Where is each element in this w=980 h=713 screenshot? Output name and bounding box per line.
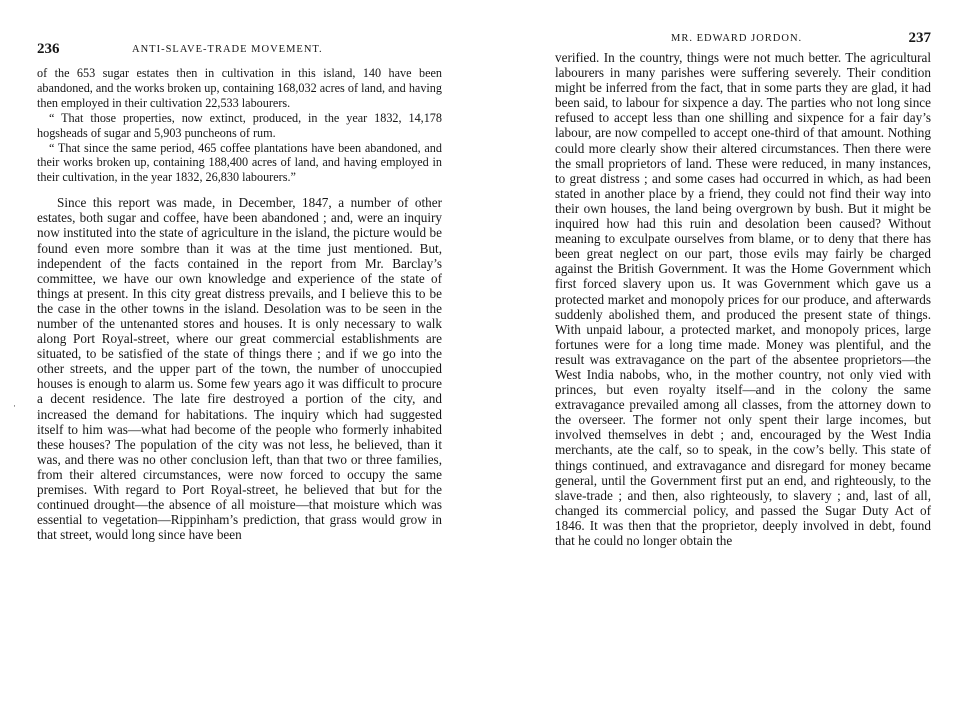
left-body	[37, 66, 442, 542]
quote-paragraph: of the 653 sugar estates then in cultivation in this island, 140 have been abandoned, and the works broken up, containing 168,032 acres of land, and having then employed in their cultivation 22,533 labourers.	[37, 66, 442, 110]
left-running-head	[37, 41, 457, 64]
left-page-number: 236	[37, 41, 60, 57]
right-running-title: MR. EDWARD JORDON.	[671, 33, 803, 44]
body-paragraph: Since this report was made, in December, 1847, a number of other estates, both sugar and coffee, have been abandoned ; and, were an inquiry now instituted into the state of agriculture in the island, the picture would be found even more sombre than it was at the time just mentioned. But, independent of the facts contained in the report from Mr. Barclay’s committee, we have our own knowledge and experience of the state of things at present. In this city great distress prevails, and I believe this to be the case in the other towns in the island. Desolation was to be seen in the number of the untenanted stores and houses. It is only necessary to walk along Port Royal-street, where our great commercial establishments are situated, to be satisfied of the state of things there ; and if we go into the other streets, and the upper part of the town, the number of unoccupied houses is enough to alarm us. Some few years ago it was difficult to procure a decent residence. The late fire destroyed a portion of the city, and increased the demand for habitations. The inquiry which had suggested itself to him was—what had become of the people who formerly inhabited these houses? The population of the city was not less, he believed, than it was, and there was no other conclusion left, than that two or three families, from their altered circumstances, were now forced to occupy the same premises. With regard to Port Royal-street, he believed that but for the continued drought—the absence of all moisture—that moisture which was essential to vegetation—Rippinham’s prediction, that grass would grow in that street, would long since have been	[37, 195, 442, 543]
left-running-title: ANTI-SLAVE-TRADE MOVEMENT.	[132, 44, 323, 55]
right-page	[490, 0, 980, 713]
report-quote	[37, 66, 442, 185]
quote-paragraph: “ That those properties, now extinct, produced, in the year 1832, 14,178 hogsheads of sugar and 5,903 puncheons of rum.	[37, 110, 442, 140]
right-body	[555, 50, 931, 548]
right-running-head	[555, 30, 931, 53]
right-page-number: 237	[908, 30, 931, 46]
body-paragraph: verified. In the country, things were not much better. The agricultural labourers in many parishes were suffering severely. Their condition might be inferred from the fact, that in some parts they are glad, it had been said, to labour for sixpence a day. The parties who not long since refused to accept less than one shilling and sixpence for a fair day’s labour, are now compelled to accept one-third of that amount. Nothing could more clearly show their altered circumstances. Then there were the small proprietors of land. These were reduced, in many instances, to great distress ; and some cases had occurred in which, as had been stated in another place by a friend, they could not find their way into their own houses, the land being overgrown by bush. But it might be inquired how had this ruin and desolation been caused? Without meaning to exculpate ourselves from blame, or to deny that there has been great neglect on our part, those evils may fairly be charged against the British Government. It was the Home Government which first forced slavery upon us. It was Government which gave us a protected market and monopoly prices for our produce, and afterwards suddenly abolished them, and produced the present state of things. With unpaid labour, a protected market, and monopoly prices, large fortunes were for a long time made. Money was plentiful, and the result was extravagance on the part of the absentee proprietors—the West India nabobs, who, in the mother country, not only vied with princes, but even royalty itself—and in the colony the same extravagance prevailed among all classes, from the attorney down to the overseer. The former not only spent their large incomes, but involved themselves in debt ; and, encouraged by the West India merchants, ate the calf, so to speak, in the cow’s belly. This state of things continued, and extravagance and disregard for money became general, until the Government first put an end, and righteously, to the slave-trade ; and then, also righteously, to slavery ; and, last of all, changed its commercial policy, and passed the Sugar Duty Act of 1846. It was then that the proprietor, deeply involved in debt, found that he could no longer obtain the	[555, 50, 931, 548]
quote-paragraph: “ That since the same period, 465 coffee plantations have been abandoned, and their works broken up, containing 188,400 acres of land, and having employed in their cultivation, in the year 1832, 26,830 labourers.”	[37, 140, 442, 185]
margin-dot-mark: ·	[13, 401, 16, 411]
